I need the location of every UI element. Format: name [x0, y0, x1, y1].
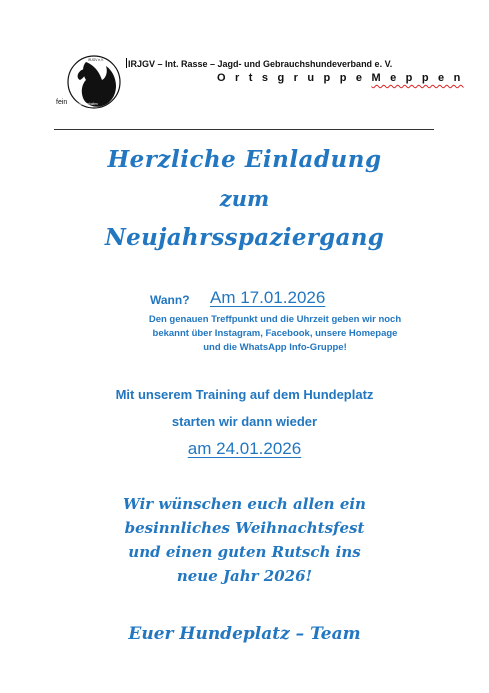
event-info-line: und die WhatsApp Info-Gruppe! — [203, 342, 347, 353]
wish-line: und einen guten Rutsch ins — [128, 543, 361, 561]
signature: Euer Hundeplatz – Team — [128, 624, 361, 644]
event-info — [100, 313, 450, 355]
local-group-name: O r t s g r u p p e M e p p e n — [217, 72, 464, 84]
headline-line-1: Herzliche Einladung — [107, 146, 382, 173]
event-info-line: bekannt über Instagram, Facebook, unsere Homepage — [152, 328, 398, 339]
logo-bottom-text: Sozialverhalten — [76, 102, 98, 106]
holiday-wishes — [0, 492, 489, 588]
organization-name: IRJGV – Int. Rasse – Jagd- und Gebrauchshundeverband e. V. — [128, 59, 393, 69]
logo-ring-text: IRJGV e.V. — [88, 58, 104, 62]
wish-line: Wir wünschen euch allen ein — [123, 495, 366, 513]
event-info-line: Den genauen Treffpunkt und die Uhrzeit geben wir noch — [148, 314, 402, 325]
training-line-2: starten wir dann wieder — [171, 414, 318, 429]
dog-silhouette-icon — [56, 52, 126, 116]
header-divider — [54, 129, 434, 130]
local-group-city: M e p p e n — [371, 72, 464, 84]
logo-side-text: fein — [56, 99, 68, 106]
when-label: Wann? — [150, 293, 190, 307]
wish-line: neue Jahr 2026! — [176, 567, 313, 585]
training-date: am 24.01.2026 — [187, 439, 302, 458]
headline-line-2: zum — [219, 186, 270, 211]
text-cursor — [126, 58, 127, 68]
wish-line: besinnliches Weihnachtsfest — [124, 519, 365, 537]
training-line-1: Mit unserem Training auf dem Hundeplatz — [115, 387, 374, 402]
headline-line-3: Neujahrsspaziergang — [104, 224, 385, 251]
event-date: Am 17.01.2026 — [210, 288, 326, 307]
